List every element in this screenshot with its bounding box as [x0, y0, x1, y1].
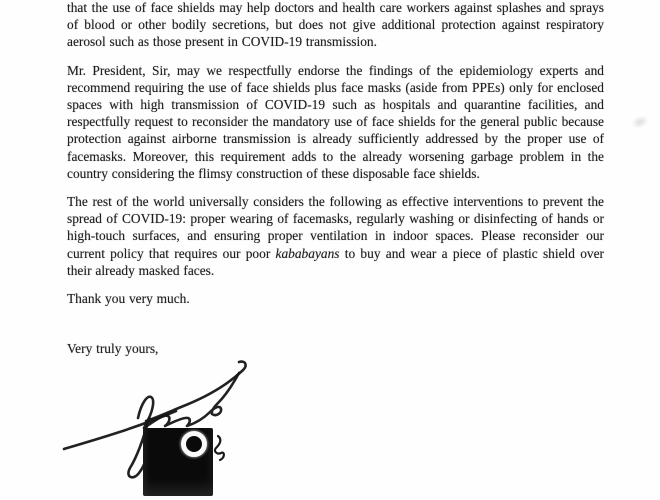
paragraph-3-tail: to buy and wear a piece of plastic shield over their already masked faces. [67, 245, 604, 278]
black-redaction-box [143, 428, 213, 496]
paragraph-3-lead: The rest of the world universally considers the following as effective interventions to prevent the spread of COVID-19: proper wearing of facemasks, regularly washing or disinfecting of hands or high-touch surfaces, and ensuring proper ventilation in indoor spaces. Please reconsider our current policy that requires our poor [67, 194, 604, 261]
letter-paragraph-2: Mr. President, Sir, may we respectfully endorse the findings of the epidemiology experts and recommend requiring the use of face shields plus face masks (aside from PPEs) only for enclosed spaces with high transmission of COVID-19 such as hospitals and quarantine facilities, and respectfully request to reconsider the mandatory use of face shields for the general public because protection against airborne transmission is already sufficiently addressed by the proper use of facemasks. Moreover, this requirement adds to the already worsening garbage problem in the country considering the flimsy construction of these disposable face shields. [67, 62, 604, 181]
letter-paragraph-3 [67, 193, 604, 279]
paragraph-3-emphasis-kababayans: kababayans [275, 245, 340, 261]
letter-body [67, 0, 604, 357]
circular-stamp-ring-icon [181, 431, 207, 457]
closing-line: Very truly yours, [67, 341, 159, 357]
scan-smudge-artifact [626, 110, 654, 133]
thank-you-line: Thank you very much. [67, 291, 190, 307]
letter-paragraph-1: that the use of face shields may help doctors and health care workers against splashes and sprays of blood or other bodily secretions, but does not give additional protection against respiratory aerosol such as those present in COVID-19 transmission. [67, 0, 604, 50]
